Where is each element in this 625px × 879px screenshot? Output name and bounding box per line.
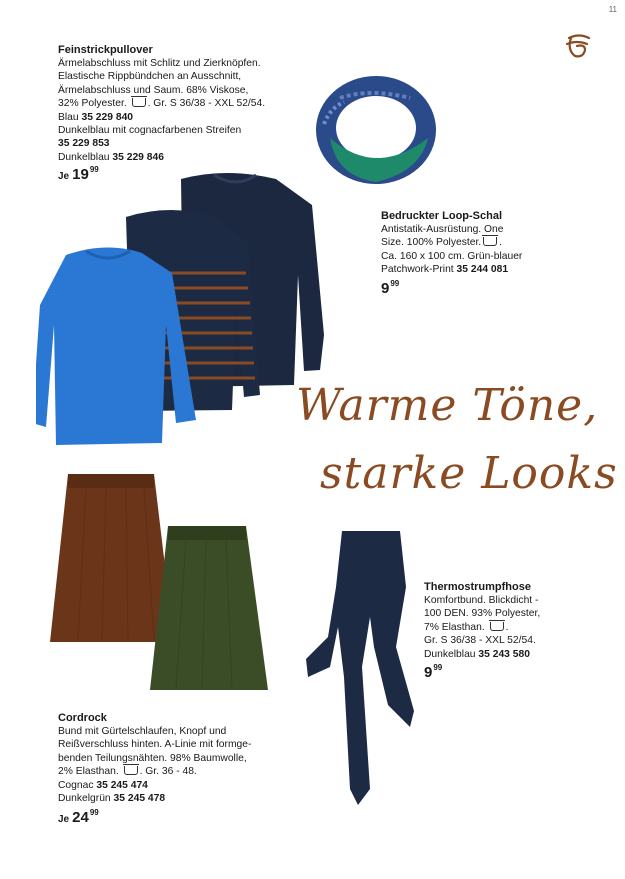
pullover-desc-4 xyxy=(58,97,318,110)
wash-icon xyxy=(132,98,146,107)
skirt-info xyxy=(58,711,298,826)
scarf-desc-1: Antistatik-Ausrüstung. One xyxy=(381,224,504,235)
tights-desc-4: Gr. S 36/38 - XXL 52/54. xyxy=(424,635,536,647)
tights-price: $9^{99}$ xyxy=(424,663,443,682)
article-number: 35 245 474 xyxy=(96,779,148,791)
tights-image xyxy=(300,527,420,809)
wash-icon xyxy=(483,237,497,246)
skirt-price: Je $24^{99}$ xyxy=(58,808,99,827)
pullover-desc-3: Ärmelabschluss und Saum. 68% Viskose, xyxy=(58,84,249,96)
pullover-info xyxy=(58,43,318,183)
green-skirt-image xyxy=(150,526,268,690)
tights-desc-3: 7% Elasthan. . xyxy=(424,621,509,633)
article-number: 35 244 081 xyxy=(456,264,509,276)
pullover-desc-2: Elastische Rippbündchen an Ausschnitt, xyxy=(58,71,242,83)
headline-line-2: starke Looks xyxy=(320,448,618,499)
pullover-title: Feinstrickpullover xyxy=(58,44,153,56)
cognac-skirt-image xyxy=(50,474,174,642)
skirt-variant-2: Dunkelgrün 35 245 478 xyxy=(58,793,166,805)
brand-logo-icon xyxy=(563,32,593,60)
pullover-desc-1: Ärmelabschluss mit Schlitz und Zierknöpfen. xyxy=(58,58,261,69)
tights-variant: Dunkelblau 35 243 580 xyxy=(424,648,530,660)
pullover-variant-2-color: Dunkelblau mit cognacfarbenen Streifen xyxy=(58,125,242,137)
tights-desc-1: Komfortbund. Blickdicht - xyxy=(424,595,539,606)
headline-line-1: Warme Töne, xyxy=(296,380,599,431)
pullover-price: Je $19^{99}$ xyxy=(58,165,99,184)
wash-icon xyxy=(124,766,138,775)
scarf-desc-2: Size. 100% Polyester. . xyxy=(381,237,503,249)
article-number: 35 229 846 xyxy=(112,151,164,163)
scarf-desc-3: Ca. 160 x 100 cm. Grün-blauer xyxy=(381,250,523,262)
scarf-price: $9^{99}$ xyxy=(381,278,400,297)
scarf-image xyxy=(310,68,442,192)
tights-desc-2: 100 DEN. 93% Polyester, xyxy=(424,608,541,620)
article-number: 35 229 853 xyxy=(58,138,110,150)
page-number: 11 xyxy=(608,5,617,14)
wash-icon xyxy=(490,622,504,631)
blue-sweater-image xyxy=(36,247,196,445)
pullover-images xyxy=(36,165,328,455)
tights-info xyxy=(424,580,614,681)
article-number: 35 229 840 xyxy=(81,111,134,123)
skirt-desc-1: Bund mit Gürtelschlaufen, Knopf und xyxy=(58,726,227,737)
skirt-title: Cordrock xyxy=(58,712,107,724)
article-number: 35 243 580 xyxy=(478,648,530,660)
skirt-desc-4: 2% Elasthan. . Gr. 36 - 48. xyxy=(58,766,197,778)
skirt-images xyxy=(46,470,272,692)
article-number: 35 245 478 xyxy=(113,793,166,805)
pullover-variant-3: Dunkelblau 35 229 846 xyxy=(58,151,164,163)
pullover-variant-1: Blau 35 229 840 xyxy=(58,111,134,123)
skirt-variant-1: Cognac 35 245 474 xyxy=(58,779,148,791)
pullover-sizes: . Gr. S 36/38 - XXL 52/54. xyxy=(147,98,266,110)
skirt-desc-2: Reißverschluss hinten. A-Linie mit formge- xyxy=(58,739,252,751)
skirt-desc-3: benden Teilungsnähten. 98% Baumwolle, xyxy=(58,752,247,764)
pullover-material: 32% Polyester. xyxy=(58,98,127,110)
scarf-info xyxy=(381,209,591,297)
tights-title: Thermostrumpfhose xyxy=(424,581,531,593)
scarf-title: Bedruckter Loop-Schal xyxy=(381,210,503,222)
scarf-desc-4: Patchwork-Print 35 244 081 xyxy=(381,264,509,276)
